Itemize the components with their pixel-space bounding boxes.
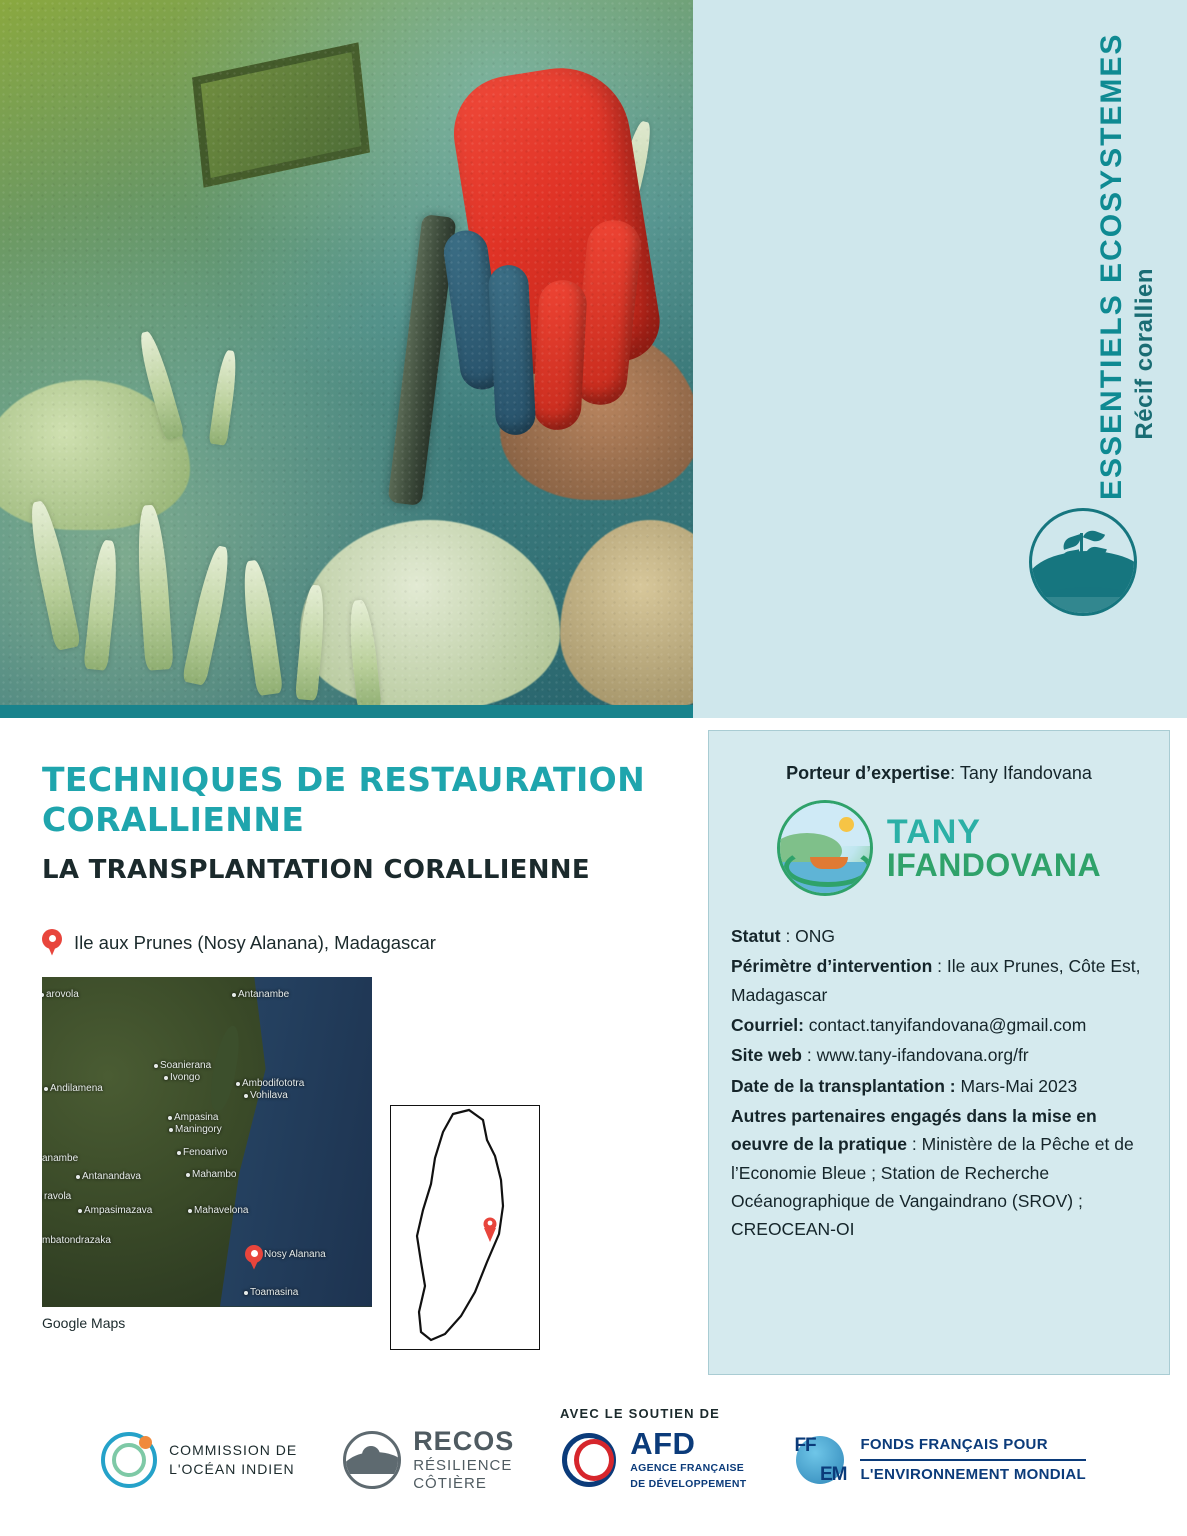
location-label: Ile aux Prunes (Nosy Alanana), Madagascar [74,931,436,953]
map-place-dot [164,1076,168,1080]
map-label: Antanandava [82,1170,141,1182]
map-place-dot [76,1175,80,1179]
afd-logo [560,1425,747,1491]
fact-label: Courriel: [731,1015,804,1036]
fact-value: : Ile aux Prunes, Côte Est, Madagascar [731,956,1141,1005]
madagascar-outline-icon [391,1106,538,1348]
map-marker-nosy-alanana [245,1245,263,1270]
recos-logo [343,1426,514,1493]
location-row [42,929,653,957]
map-place-dot [169,1128,173,1132]
map-place-dot [154,1064,158,1068]
afd-mark-icon [560,1431,618,1489]
expertise-card [708,730,1170,1375]
tany-logo-line2: IFANDOVANA [886,847,1102,883]
recos-line3: CÔTIÈRE [413,1475,487,1492]
collection-title: ESSENTIELS ECOSYSTEMES [1094,32,1128,500]
page-title: TECHNIQUES DE RESTAURATION CORALLIENNE [42,760,646,840]
fact-item [731,1072,1147,1100]
recos-line2: RÉSILIENCE [413,1457,513,1474]
map-place-dot [244,1094,248,1098]
afd-line3: DE DÉVELOPPEMENT [630,1478,747,1490]
fact-item [731,922,1147,950]
fact-label: Statut [731,926,781,946]
map-label: Ivongo [170,1071,201,1083]
ffem-line1: FONDS FRANÇAIS POUR [860,1436,1048,1453]
tany-ifandovana-logo [731,800,1147,896]
fact-item [731,952,1147,1009]
tany-logo-line1: TANY [886,813,981,851]
porteur-value: : Tany Ifandovana [950,763,1092,783]
commission-ocean-indien-logo [101,1432,297,1488]
fact-value: contact.tanyifandovana@gmail.com [803,1015,1087,1036]
map-place-dot [78,1209,82,1213]
collection-subtitle: Récif corallien [1131,268,1158,440]
porteur-row [731,763,1147,784]
teal-divider [0,705,693,718]
map-label: Antanambe [238,988,290,1000]
fact-item [731,1011,1147,1039]
coi-line1: COMMISSION DE [169,1441,298,1458]
ffem-line2: L'ENVIRONNEMENT MONDIAL [860,1465,1086,1483]
afd-line2: AGENCE FRANÇAISE [630,1461,745,1474]
fact-label: Autres partenaires engagés dans la mise en oeuvre de la pratique [731,1106,1097,1155]
fact-value: Mars-Mai 2023 [955,1075,1078,1096]
map-place-dot [44,1087,48,1091]
map-pin-icon [42,929,62,957]
left-content-column [0,718,693,1418]
map-label: Andilamena [50,1082,103,1094]
ffem-mark1: FF [794,1434,816,1456]
map-label: Mahavelona [194,1204,249,1216]
water-particles [0,0,693,705]
map-place-dot [186,1173,190,1177]
map-label: Mahambo [192,1168,237,1180]
support-label: AVEC LE SOUTIEN DE [560,1406,721,1421]
coi-mark-icon [101,1432,157,1488]
map-label: Soanierana [160,1059,212,1071]
maps-container [42,977,653,1350]
map-place-dot [188,1209,192,1213]
fact-value: : www.tany-ifandovana.org/fr [802,1045,1029,1066]
map-label: Toamasina [250,1286,299,1298]
map-place-dot [236,1082,240,1086]
recos-line1: RECOS [413,1426,515,1456]
map-place-dot [244,1291,248,1295]
fact-list [731,922,1147,1244]
map-label: Maningory [175,1123,222,1135]
ffem-mark2: EM [819,1463,847,1485]
map-label: anambe [42,1152,79,1164]
footer [0,1398,1187,1536]
map-label: Fenoarivo [183,1146,228,1158]
fact-item [731,1041,1147,1069]
map-label: Ampasimazava [84,1204,153,1216]
ffem-logo [792,1432,1085,1488]
fact-value: : ONG [780,926,836,946]
map-place-dot [232,993,236,997]
map-label: ravola [44,1190,72,1202]
map-place-dot [168,1116,172,1120]
fact-value: : Ministère de la Pêche et de l’Economie Bleue ; Station de Recherche Océanographique de Vangaindrano (SROV) ; CREOCEAN-OI [731,1134,1134,1240]
tany-emblem-icon [777,800,873,896]
ffem-globe-icon [792,1432,848,1488]
map-place-dot [177,1151,181,1155]
fact-item [731,1102,1147,1244]
map-label: Vohilava [250,1089,288,1101]
madagascar-inset-map [390,1105,540,1350]
reef-circle-icon [1029,508,1137,616]
header-side-panel [693,0,1187,718]
partner-logos [0,1426,1187,1493]
header-banner [0,0,1187,718]
map-place-dot [42,993,44,997]
fact-label: Périmètre d’intervention [731,956,933,977]
map-label: Ambodifototra [242,1077,305,1089]
afd-line1: AFD [630,1425,696,1461]
hero-photo-coral-transplantation [0,0,693,705]
page-subtitle: LA TRANSPLANTATION CORALLIENNE [42,854,590,885]
recos-mark-icon [343,1431,401,1489]
map-label: arovola [46,988,79,1000]
map-label: Ampasina [174,1111,219,1123]
porteur-label: Porteur d’expertise [786,763,951,783]
map-label: Nosy Alanana [264,1248,326,1260]
map-credit: Google Maps [42,1314,126,1331]
coi-line2: L'OCÉAN INDIEN [169,1460,295,1477]
satellite-map[interactable] [42,977,372,1307]
map-label: mbatondrazaka [42,1234,111,1246]
fact-label: Site web [731,1045,802,1066]
fact-label: Date de la transplantation : [731,1075,956,1096]
